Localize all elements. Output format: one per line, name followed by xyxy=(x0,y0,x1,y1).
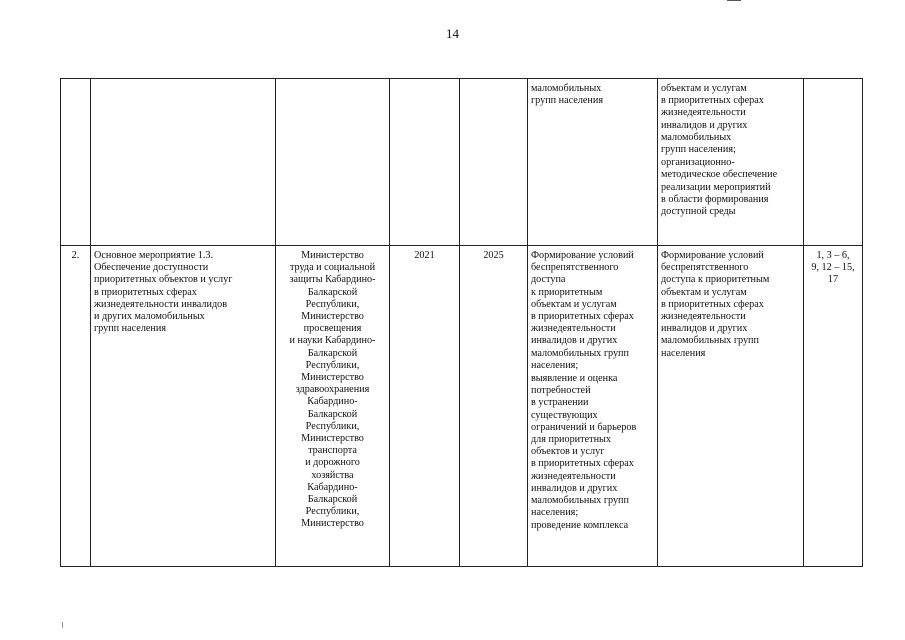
cell-indicators: 1, 3 – 6, 9, 12 – 15, 17 xyxy=(804,246,863,567)
activity-text: проведение комплекса xyxy=(531,520,629,532)
cell-measure-title: Основное мероприятие 1.3. Обеспечение доступности приоритетных объектов и услуг в приоритетных сферах жизнедеятельности инвалидов и других маломобильных групп населения xyxy=(91,246,276,567)
page-number: 14 xyxy=(446,26,459,41)
cell-indicators xyxy=(804,79,863,246)
cell-executors xyxy=(276,79,390,246)
results-text: объектам и услугам в приоритетных сферах жизнедеятельности инвалидов и других маломобильных групп населения; xyxy=(661,83,764,156)
activity-text: Формирование условий беспрепятственного доступа к приоритетным объектам и услугам в приоритетных сферах жизнедеятельности инвалидов и других маломобильных групп населения; xyxy=(531,250,634,371)
cell-executors: Министерство труда и социальной защиты Кабардино- Балкарской Республики, Министерство просвещения и науки Кабардино- Балкарской Республики, Министерство здравоохранения Кабардино- Балкарской Республики, Министерство транспорта и дорожного хозяйства Кабардино- Балкарской Республики, Министерство xyxy=(276,246,390,567)
cell-end-year xyxy=(460,79,528,246)
scan-mark xyxy=(62,622,63,628)
cell-results xyxy=(658,79,804,246)
cell-activities: маломобильных групп населения xyxy=(528,79,658,246)
activity-text: выявление и оценка потребностей в устранении существующих ограничений и барьеров для приоритетных объектов и услуг в приоритетных сферах жизнедеятельности инвалидов и других маломобильных групп населения; xyxy=(531,373,637,519)
cell-number xyxy=(61,79,91,246)
cell-end-year: 2025 xyxy=(460,246,528,567)
cell-results: Формирование условий беспрепятственного доступа к приоритетным объектам и услугам в приоритетных сферах жизнедеятельности инвалидов и других маломобильных групп населения xyxy=(658,246,804,567)
table-row xyxy=(61,246,863,567)
cell-number: 2. xyxy=(61,246,91,567)
cell-activities xyxy=(528,246,658,567)
cell-start-year: 2021 xyxy=(390,246,460,567)
measures-table xyxy=(60,78,863,567)
scan-mark xyxy=(727,0,741,4)
results-text: организационно- методическое обеспечение реализации мероприятий в области формирования доступной среды xyxy=(661,157,778,218)
table-row-continued xyxy=(61,79,863,246)
cell-measure-title xyxy=(91,79,276,246)
cell-start-year xyxy=(390,79,460,246)
